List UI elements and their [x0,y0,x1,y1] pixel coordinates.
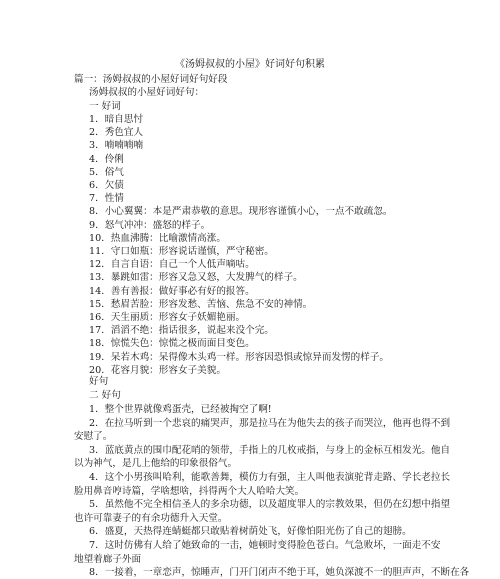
word-item: 1．暗自思忖 [89,114,144,125]
sentence-line: 6．盛夏，天热得连蜻蜓都只敢贴着树荫处飞，好像怕阳光伤了自己的翅膀。 [89,526,412,538]
word-item: 8．小心翼翼：本是严肃恭敬的意思。现形容谨慎小心，一点不敢疏忽。 [89,206,393,218]
sentence-line: 5．虽然他不完全相信圣人的多余功德，以及超度罪人的宗教效果，但仍在幻想中指望 [89,499,451,511]
sentence-line: 以为神气，是几上他给的印象很俗气。 [74,458,238,470]
word-item: 2．秀色宜人 [89,127,144,139]
section-heading-sentences: 二 好句 [89,390,121,401]
sentence-line: 4．这个小男孩叫哈利，能歌善舞，模仿力有强，主人叫他表演驼背走路、学长老拉长 [89,472,451,483]
word-item: 4．伶俐 [89,153,124,165]
word-item: 9．怒气冲冲：盛怒的样子。 [89,219,211,231]
sentence-line: 脸用鼻音哼诗篇，学啥想啥，抖得两个大人哈哈大笑。 [74,485,305,497]
sentence-line: 7．这时仿佛有人给了她致命的一击，她顿时变得脸色苍白。气急败坏，一面走不安 [89,540,441,551]
subheading: 汤姆叔叔的小屋好词好句： [89,87,205,98]
sentence-line: 2．在拉马听到一个悲哀的痛哭声，那是拉马在为他失去的孩子而哭泣，他再也得不到 [89,417,451,429]
word-item: 20．花容月貌：形容女子美貌。 [89,364,226,376]
word-item: 10．热血沸腾：比喻激情高涨。 [89,232,226,244]
word-item: 15．愁眉苦脸：形容发愁、苦恼、焦急不安的神情。 [89,298,313,310]
sentence-line: 1．整个世界就像鸡蛋壳，已经被掏空了啊! [89,404,272,415]
word-item: 13．暴跳如雷：形容又急又怒，大发脾气的样子。 [89,272,303,284]
part-heading: 篇一：汤姆叔叔的小屋好词好句好段 [74,74,228,85]
word-item: 17．滔滔不绝：指话很多，说起来没个完。 [89,325,274,337]
word-item: 18．惊慌失色：惊慌之极而面目变色。 [89,338,255,350]
word-item: 11．守口如瓶：形容说话谨慎，严守秘密。 [89,246,274,257]
word-item: 19．呆若木鸡：呆得像木头鸡一样。形容因恐惧或惊异而发愣的样子。 [89,351,390,363]
section-heading-words: 一 好词 [89,101,121,112]
word-item: 5．俗气 [89,166,124,178]
sentence-line: 8．一接着，一章恋声，惊睡声，门开门闭声不绝于耳，她负深渡不一的胆声声，不断在各 [89,567,470,579]
sentence-line: 也许可靠妻子的有余功德升入天堂。 [74,512,228,524]
sentence-line: 地望着廊子外面 [74,553,142,565]
sentence-line: 安慰了。 [74,431,113,443]
good-sentence-label: 好句 [89,376,109,387]
document-title: 《汤姆叔叔的小屋》好词好句积累 [175,59,325,70]
word-item: 14．善有善报：做好事必有好的报答。 [89,285,255,297]
word-item: 7．性情 [89,193,124,205]
word-item: 12．自言自语：自己一个人低声嘀咕。 [89,259,255,271]
word-item: 3．喃喃喃喃 [89,140,144,152]
sentence-line: 3．蓝底黄点的围巾配花哨的领带，手指上的几枚戒指，与身上的金标互相发光。他自 [89,444,451,456]
word-item: 16．天生丽质：形容女子妖媚艳丽。 [89,312,246,323]
word-item: 6．欠债 [89,180,124,191]
